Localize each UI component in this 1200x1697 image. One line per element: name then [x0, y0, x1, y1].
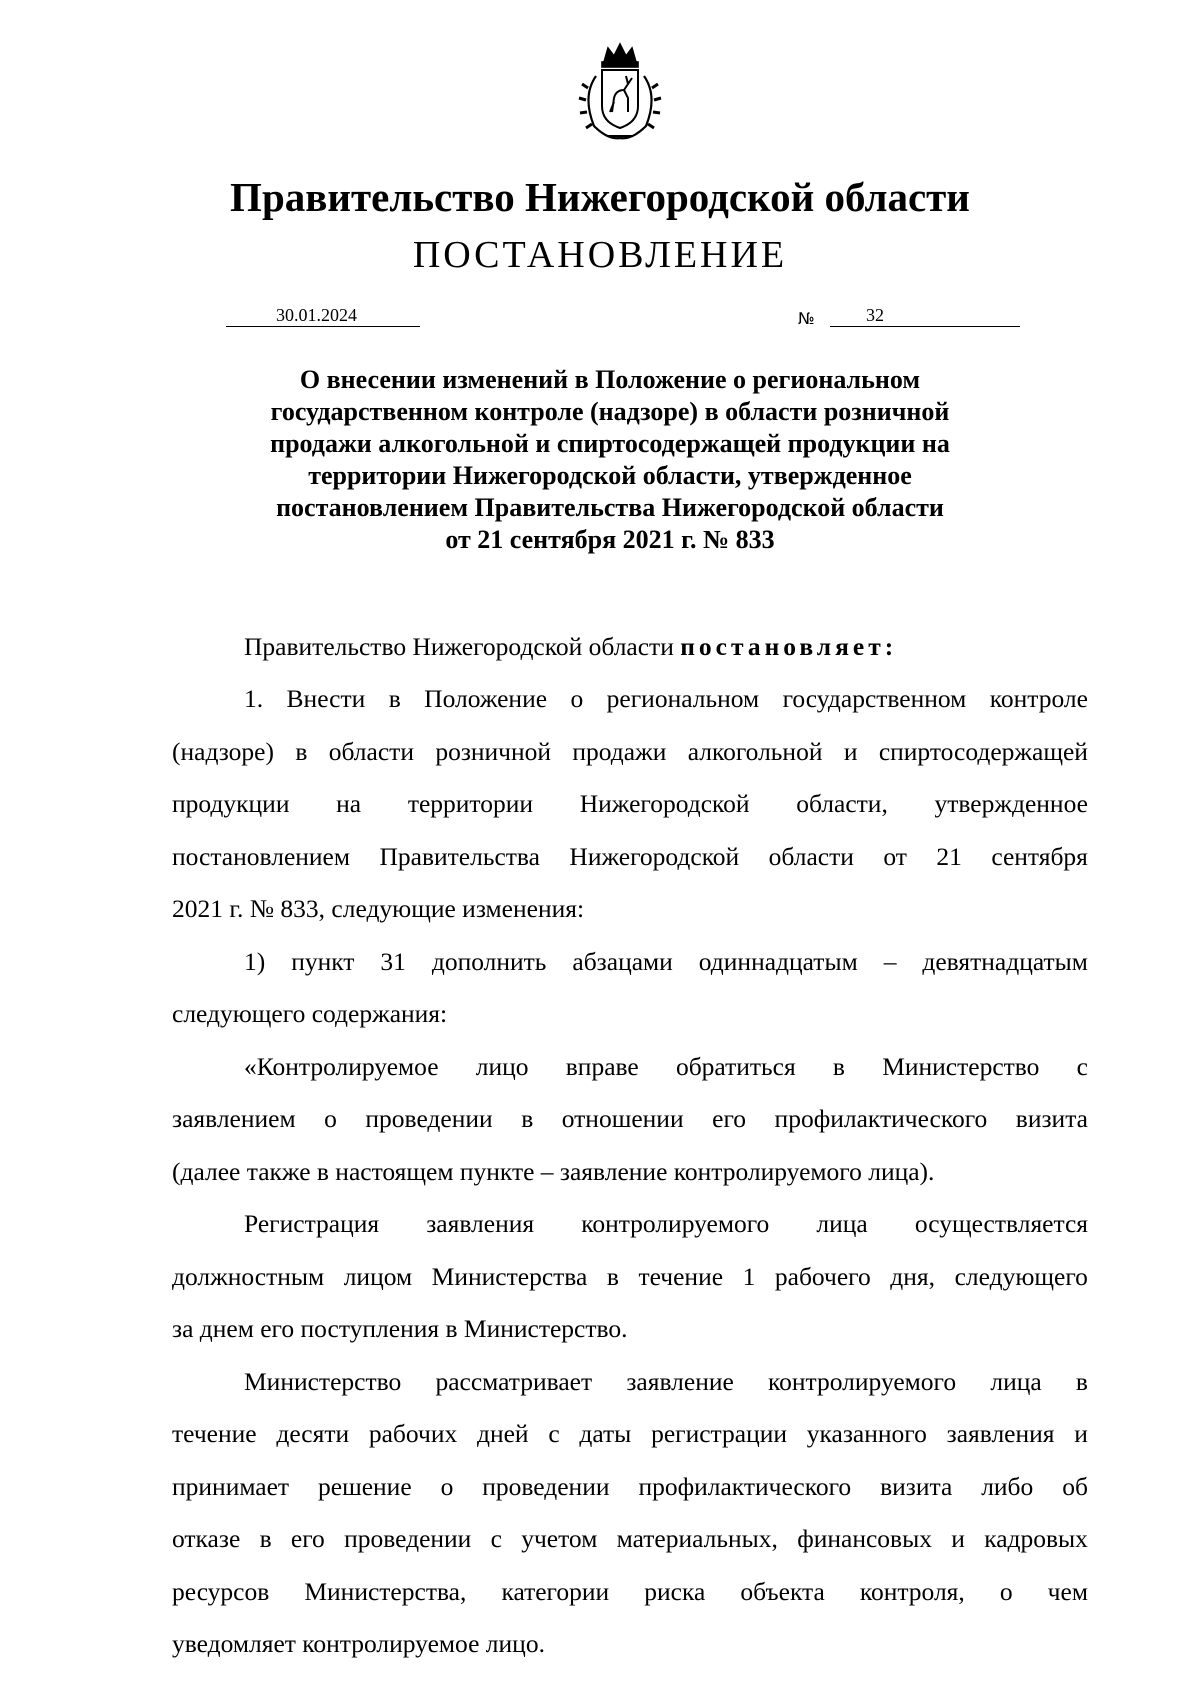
body-word: и	[843, 736, 858, 766]
body-word: визита	[1015, 1104, 1088, 1133]
body-line	[172, 737, 1088, 767]
body-word: о	[570, 684, 584, 713]
body-word: постановлением	[172, 841, 351, 871]
body-word: лицом	[343, 1261, 413, 1291]
subject-line: постановлением Правительства Нижегородской области	[276, 493, 944, 522]
body-word: области	[768, 841, 854, 871]
body-word: кадровых	[984, 1524, 1088, 1553]
body-word: государственном	[782, 684, 967, 713]
body-word: Министерство	[244, 1366, 402, 1396]
body-word: дополнить	[431, 946, 547, 976]
body-word: Нижегородской	[579, 789, 750, 818]
preamble-text: Правительство Нижегородской области	[244, 631, 674, 661]
body-line: за днем его поступления в Министерство.	[172, 1314, 628, 1343]
body-word: дней	[476, 1419, 529, 1448]
body-word: продукции	[172, 789, 290, 818]
body-line	[244, 1052, 1088, 1082]
body-word: 31	[380, 946, 406, 976]
body-word: спиртосодержащей	[878, 736, 1088, 766]
body-word: десяти	[276, 1419, 350, 1448]
body-word: либо	[981, 1471, 1034, 1501]
body-word: ресурсов	[172, 1576, 270, 1606]
body-word: одиннадцатым	[698, 946, 858, 976]
body-word: в	[295, 736, 308, 766]
body-word: в	[832, 1051, 845, 1081]
body-line	[244, 1367, 1088, 1397]
body-word: заявление	[626, 1366, 734, 1396]
body-word: –	[883, 946, 897, 976]
body-line	[172, 1419, 1088, 1449]
body-line: (далее также в настоящем пункте – заявление контролируемого лица).	[172, 1156, 935, 1186]
body-word: Министерства	[431, 1261, 588, 1291]
body-word: вправе	[565, 1051, 639, 1081]
body-word: продажи	[572, 736, 667, 766]
body-word: в	[388, 684, 401, 713]
body-word: обратиться	[675, 1051, 796, 1081]
body-word: 21	[936, 841, 962, 871]
body-word: следующего	[954, 1261, 1088, 1291]
body-word: Внести	[286, 684, 366, 713]
body-word: его	[712, 1104, 747, 1133]
body-word: 1)	[244, 946, 266, 976]
body-line	[172, 1262, 1088, 1292]
body-word: визита	[880, 1471, 953, 1501]
body-line	[172, 1472, 1088, 1502]
body-word: контроля,	[859, 1576, 965, 1606]
body-word: Министерство	[882, 1051, 1040, 1081]
subject-line: от 21 сентября 2021 г. № 833	[445, 525, 775, 554]
body-word: указанного	[806, 1419, 927, 1448]
body-word: даты	[579, 1419, 632, 1448]
body-word: течение	[172, 1419, 257, 1448]
body-word: лица	[990, 1366, 1042, 1396]
body-word: с	[490, 1524, 502, 1553]
body-word: должностным	[172, 1261, 325, 1291]
body-word: заявлением	[172, 1104, 296, 1133]
body-word: розничной	[435, 736, 552, 766]
body-word: объекта	[740, 1576, 825, 1606]
body-word: о	[324, 1104, 337, 1133]
body-word: профилактического	[638, 1471, 852, 1501]
body-word: осуществляется	[914, 1209, 1088, 1238]
body-line	[244, 947, 1088, 977]
body-word: отношении	[561, 1104, 684, 1133]
body-word: об	[1062, 1471, 1088, 1501]
body-line	[172, 1524, 1088, 1554]
body-word: Правительства	[379, 841, 540, 871]
body-word: 1	[742, 1261, 756, 1291]
coat-of-arms-icon	[568, 40, 672, 144]
subject-line: О внесении изменений в Положение о региональном	[299, 365, 921, 394]
body-word: области	[328, 736, 414, 766]
body-word: и	[1074, 1419, 1088, 1448]
document-date: 30.01.2024	[226, 304, 420, 327]
subject-line: государственном контроле (надзоре) в области розничной	[270, 397, 950, 426]
body-word: рабочих	[368, 1419, 458, 1448]
body-word: «Контролируемое	[244, 1051, 439, 1081]
body-word: лица	[816, 1209, 868, 1238]
body-word: Положение	[424, 684, 548, 713]
document-number: 32	[830, 304, 1020, 327]
body-word: с	[548, 1419, 560, 1448]
body-word: алкогольной	[687, 736, 823, 766]
body-word: контролируемого	[768, 1366, 957, 1396]
body-word: абзацами	[572, 946, 673, 976]
body-word: проведении	[365, 1104, 493, 1133]
body-word: Нижегородской	[569, 841, 740, 871]
body-word: дня,	[890, 1261, 936, 1291]
body-word: отказе	[172, 1524, 241, 1553]
body-word: 1.	[244, 684, 264, 713]
body-line	[172, 842, 1088, 872]
body-line	[244, 684, 1088, 714]
body-word: проведении	[344, 1524, 472, 1553]
body-word: с	[1076, 1051, 1088, 1081]
body-word: риска	[644, 1576, 706, 1606]
body-word: территории	[407, 789, 534, 818]
body-word: в	[521, 1104, 534, 1133]
body-word: профилактического	[774, 1104, 988, 1133]
body-word: лицо	[475, 1051, 529, 1081]
body-line: 2021 г. № 833, следующие изменения:	[172, 894, 585, 923]
body-word: контроле	[989, 684, 1088, 713]
body-word: принимает	[172, 1471, 290, 1501]
preamble-emphasis: постановляет:	[680, 631, 898, 661]
body-line: уведомляет контролируемое лицо.	[172, 1629, 545, 1658]
body-word: течение	[638, 1261, 724, 1291]
document-type: ПОСТАНОВЛЕНИЕ	[412, 234, 788, 276]
body-word: финансовых	[797, 1524, 932, 1553]
body-word: Министерства,	[304, 1576, 467, 1606]
body-word: области,	[796, 789, 888, 818]
document-subject	[230, 364, 990, 556]
body-word: и	[951, 1524, 965, 1553]
body-word: региональном	[606, 684, 760, 713]
body-word: рабочего	[774, 1261, 871, 1291]
subject-line: территории Нижегородской области, утвержденное	[308, 461, 912, 490]
body-line	[172, 1577, 1088, 1607]
body-word: пункт	[291, 946, 355, 976]
body-word: в	[606, 1261, 619, 1291]
body-word: Регистрация	[244, 1209, 380, 1238]
body-word: сентября	[991, 841, 1088, 871]
body-line	[172, 789, 1088, 819]
body-word: его	[290, 1524, 325, 1553]
body-word: девятнадцатым	[922, 946, 1088, 976]
preamble-line	[244, 632, 897, 662]
body-line	[244, 1209, 1088, 1239]
body-word: решение	[318, 1471, 412, 1501]
body-word: (надзоре)	[172, 736, 274, 766]
body-line: следующего содержания:	[172, 999, 448, 1028]
body-word: от	[883, 841, 907, 871]
body-word: проведении	[482, 1471, 610, 1501]
body-word: чем	[1047, 1576, 1088, 1606]
body-word: учетом	[521, 1524, 598, 1553]
body-word: утвержденное	[934, 789, 1088, 818]
government-title: Правительство Нижегородской области	[230, 174, 970, 220]
number-sign: №	[798, 309, 815, 328]
body-word: рассматривает	[435, 1366, 593, 1396]
body-word: в	[259, 1524, 272, 1553]
body-word: о	[440, 1471, 454, 1501]
body-word: в	[1075, 1366, 1088, 1396]
body-word: контролируемого	[581, 1209, 770, 1238]
body-word: заявления	[426, 1209, 535, 1238]
body-line	[172, 1104, 1088, 1134]
subject-line: продажи алкогольной и спиртосодержащей продукции на	[270, 429, 950, 458]
body-word: заявления	[946, 1419, 1055, 1448]
body-word: о	[999, 1576, 1013, 1606]
body-word: на	[336, 789, 362, 818]
body-word: материальных,	[616, 1524, 778, 1553]
body-word: категории	[501, 1576, 610, 1606]
body-word: регистрации	[651, 1419, 788, 1448]
